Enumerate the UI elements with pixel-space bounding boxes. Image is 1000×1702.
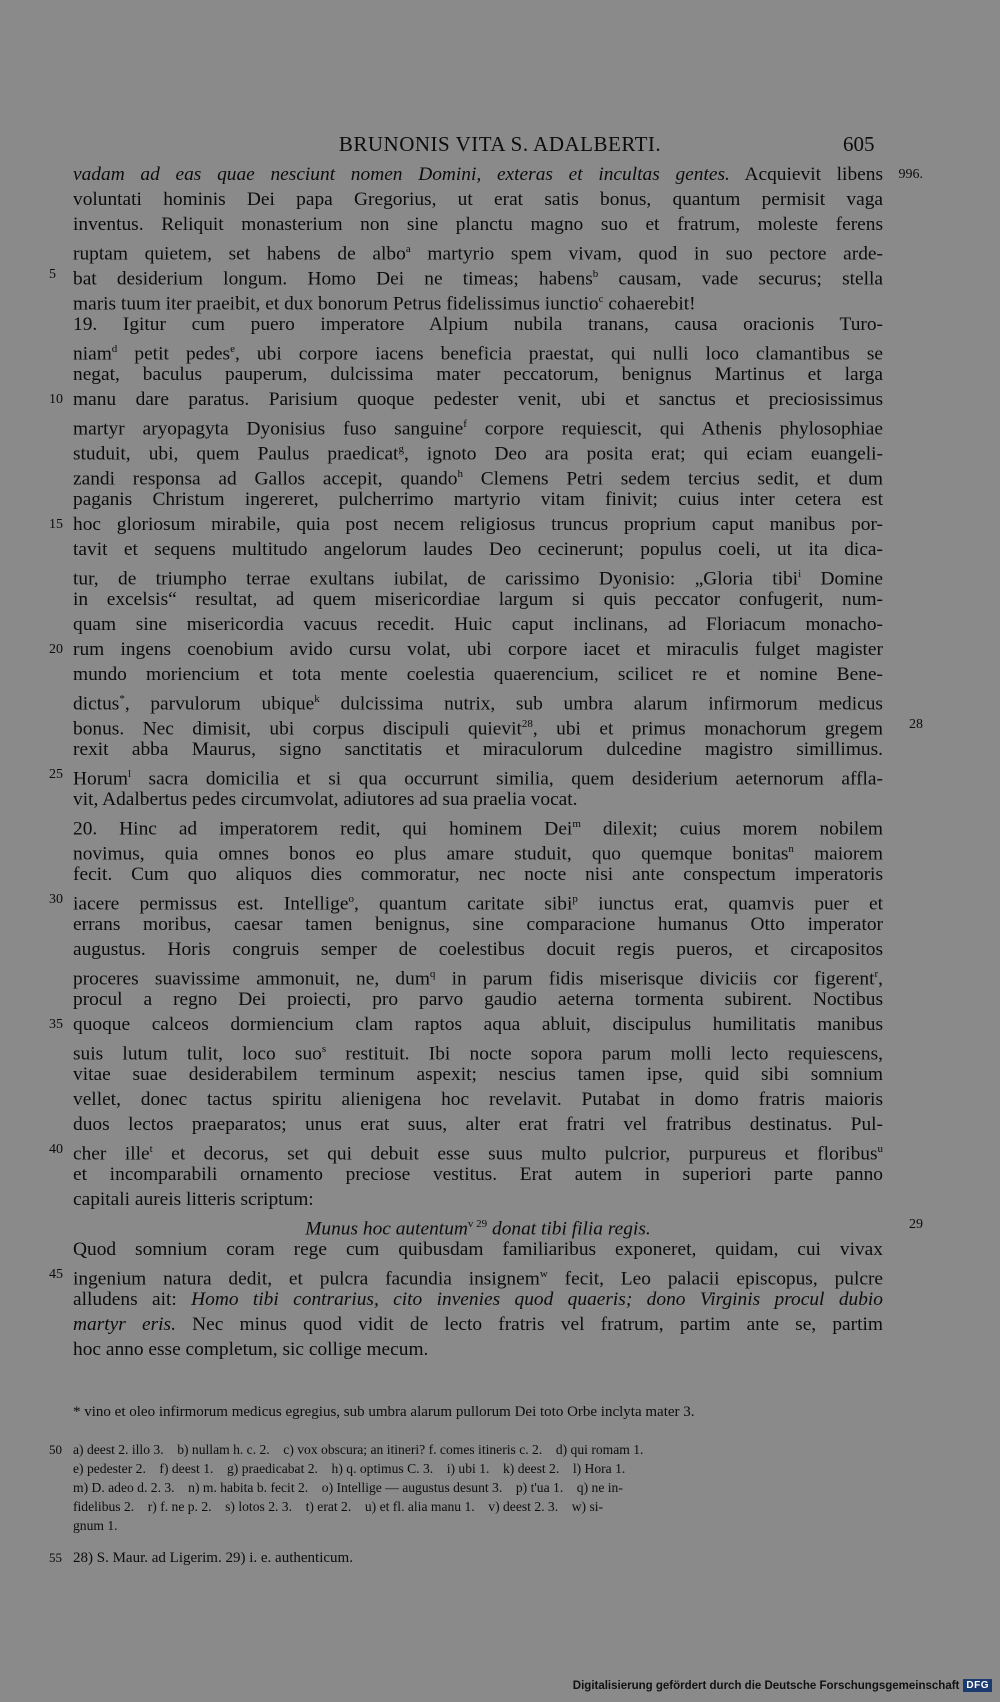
text-line [49, 387, 883, 412]
text-line [73, 1187, 883, 1212]
line-number: 40 [49, 1142, 63, 1157]
text-segment: martyrio spem vivam, quod in suo pectore arde- [410, 243, 883, 265]
text-segment: Horum [73, 768, 128, 790]
text-line [73, 462, 883, 490]
margin-note: 996. [898, 167, 923, 182]
apparatus-line [73, 1497, 893, 1516]
margin-note: 29 [909, 1217, 923, 1232]
footnote-marker: o [348, 893, 354, 905]
text-line [73, 837, 883, 865]
text-segment: errans moribus, caesar tamen benignus, sine comparacione humanus Otto imperator [73, 914, 883, 935]
footnote-marker: r [874, 968, 879, 980]
text-line [73, 712, 923, 740]
text-segment: alludens ait: [73, 1289, 192, 1310]
text-line [73, 587, 883, 612]
critical-apparatus [49, 1440, 893, 1535]
footnote-marker: k [314, 693, 320, 705]
text-segment: donat tibi filia regis. [487, 1218, 651, 1240]
text-segment: sacra domicilia et si qua occurrunt similia, quem desiderium aeternorum affla- [131, 768, 883, 790]
footnote-marker: t [149, 1143, 153, 1155]
text-segment: mundo moriencium et tota mente coelestia quaerencium, scilicet re et nomine Bene- [73, 664, 883, 685]
text-segment: , ignoto Deo ara posita erat; qui eciam euangeli- [403, 443, 883, 465]
text-segment: iunctus erat, quamvis puer et [577, 893, 883, 915]
text-segment: Clemens Petri sedem tercius sedit, et dum [462, 468, 883, 490]
apparatus-text: gnum 1. [73, 1518, 118, 1533]
footnote-marker: l [127, 768, 131, 780]
line-number: 45 [49, 1267, 63, 1282]
text-line [73, 812, 883, 840]
text-segment: iacere permissus est. Intellige [73, 893, 349, 915]
text-line [73, 487, 883, 512]
apparatus-line [73, 1478, 893, 1497]
text-segment: vadam ad eas quae nesciunt nomen Domini, exteras et incultas gentes. [73, 164, 730, 185]
text-segment: Nec minus quod vidit de lecto fratris vel fratrum, partim ante se, partim [175, 1314, 883, 1335]
text-line [73, 1062, 883, 1087]
text-segment: , quantum caritate sibi [353, 893, 573, 915]
text-line [73, 287, 883, 315]
text-segment: Domine [801, 568, 883, 590]
footnote-marker: b [592, 268, 599, 280]
text-segment: zandi responsa ad Gallos accepit, quando [73, 468, 458, 490]
page-number: 605 [843, 132, 875, 156]
text-segment: ruptam quietem, set habens de albo [73, 243, 406, 265]
text-segment: Quod somnium coram rege cum quibusdam familiaribus exponeret, quidam, cui vivax [73, 1239, 883, 1260]
text-segment: Munus hoc autentum [305, 1218, 468, 1240]
line-number: 55 [49, 1550, 62, 1565]
text-segment: negat, baculus pauperum, dulcissima mater peccatorum, benignus Martinus et larga [73, 364, 883, 385]
text-segment: dulcissima nutrix, sub umbra alarum infirmorum medicus [319, 693, 883, 715]
text-line [73, 612, 883, 637]
apparatus-text: a) deest 2. illo 3. b) nullam h. c. 2. c) vox obscura; an itineri? f. comes itineris c. 2. d) qui romam 1. [73, 1442, 644, 1457]
text-segment: , ubi et primus monachorum gregem [532, 718, 883, 740]
text-segment: et decorus, set qui debuit esse suus multo pulcrior, purpureus et floribus [152, 1143, 878, 1165]
text-line [49, 512, 883, 537]
text-line [49, 762, 883, 790]
text-line [73, 987, 883, 1012]
text-segment: dictus [73, 693, 120, 715]
text-line [73, 437, 883, 465]
text-segment: vitae suae desiderabilem terminum aspexit; nescius tamen ipse, quid sibi somnium [73, 1064, 883, 1085]
text-line [49, 1012, 883, 1037]
text-line [73, 687, 883, 715]
apparatus-text: e) pedester 2. f) deest 1. g) praedicabat 2. h) q. optimus C. 3. i) ubi 1. k) deest 2. l) Hora 1. [73, 1461, 626, 1476]
footnote-marker: * [119, 693, 125, 705]
text-segment: inventus. Reliquit monasterium non sine planctu magno suo et fratrum, moleste ferens [73, 214, 883, 235]
footnote-marker: p [572, 893, 578, 905]
text-line [73, 862, 883, 887]
text-segment: restituit. Ibi nocte sopora parum molli lecto requiescens, [326, 1043, 883, 1065]
text-segment: 20. Hinc ad imperatorem redit, qui hominem Dei [73, 818, 573, 840]
apparatus-text: m) D. adeo d. 2. 3. n) m. habita b. fecit 2. o) Intellige — augustus desunt 3. p) t'ua 1. q) ne in- [73, 1480, 623, 1495]
text-line [73, 362, 883, 387]
line-number: 30 [49, 892, 63, 907]
footnote-marker: a [405, 243, 411, 255]
text-line [73, 1287, 883, 1312]
text-segment: quam sine misericordia vacuus recedit. Huic caput inclinans, ad Floriacum monacho- [73, 614, 883, 635]
apparatus-line [73, 1516, 893, 1535]
text-line [73, 1237, 883, 1262]
text-segment: fecit, Leo palacii episcopus, pulcre [547, 1268, 884, 1290]
text-segment: Acquievit libens [729, 164, 883, 185]
text-line [49, 262, 883, 290]
footnote-marker: g [398, 443, 404, 455]
footnote-marker: s [321, 1043, 327, 1055]
text-segment: in excelsis“ resultat, ad quem misericordiae largum si quis peccator confugerit, num- [73, 589, 883, 610]
text-segment: causam, vade securus; stella [598, 268, 883, 290]
text-segment: hoc anno esse completum, sic collige mecum. [73, 1339, 429, 1360]
text-segment: duos lectos praeparatos; unus erat suus, alter erat fratri vel fratribus destinatus. Pul- [73, 1114, 883, 1135]
text-line [73, 1212, 923, 1240]
text-segment: martyr aryopagyta Dyonisius fuso sanguine [73, 418, 464, 440]
footnote-marker: q [429, 968, 436, 980]
footnote-marker: m [572, 818, 581, 830]
funding-text: Digitalisierung gefördert durch die Deutsche Forschungsgemeinschaft [572, 1679, 960, 1692]
text-segment: rum ingens coenobium avido cursu volat, ubi corpore iacet et miraculis fulget magister [73, 639, 883, 660]
dfg-logo: DFG [963, 1679, 992, 1692]
text-line [73, 937, 883, 962]
text-segment: , [878, 968, 883, 990]
text-segment: et incomparabili ornamento preciose vestitus. Erat autem in superiori parte panno [73, 1164, 883, 1185]
line-number: 25 [49, 767, 63, 782]
footnote-marker: v 29 [467, 1218, 488, 1230]
text-line [73, 212, 883, 237]
text-line [73, 162, 923, 187]
text-segment: dilexit; cuius morem nobilem [580, 818, 883, 840]
text-segment: procul a regno Dei proiecti, pro parvo gaudio aeterna tormenta subirent. Noctibus [73, 989, 883, 1010]
running-title: BRUNONIS VITA S. ADALBERTI. [338, 132, 662, 156]
footnote-marker: i [798, 568, 802, 580]
text-line [73, 412, 883, 440]
line-number: 35 [49, 1017, 63, 1032]
text-line [73, 237, 883, 265]
text-line [49, 637, 883, 662]
text-segment: novimus, quia omnes bonos eo plus amare studuit, quo quemque bonitas [73, 843, 789, 865]
text-line [73, 187, 883, 212]
text-line [73, 1337, 883, 1362]
margin-note: 28 [909, 717, 923, 732]
footnote-marker: d [111, 343, 118, 355]
text-segment: suis lutum tulit, loco suo [73, 1043, 322, 1065]
text-segment: martyr eris. [73, 1314, 176, 1335]
text-segment: manu dare paratus. Parisium quoque pedester venit, ubi et sanctus et preciosissimus [73, 389, 883, 410]
text-segment: cher ille [73, 1143, 150, 1165]
text-segment: vellet, donec tactus spiritu alienigena hoc revelavit. Putabat in domo fratris maioris [73, 1089, 883, 1110]
text-line [73, 1162, 883, 1187]
line-number: 15 [49, 517, 63, 532]
text-line [73, 337, 883, 365]
text-segment: cohaerebit! [603, 293, 696, 315]
text-line [73, 562, 883, 590]
footnote-marker: e [230, 343, 235, 355]
footnote-marker: 28 [521, 718, 533, 730]
text-line [49, 887, 883, 915]
text-segment: augustus. Horis congruis semper de coelestibus docuit regis pueros, et circapositos [73, 939, 883, 960]
text-segment: quoque calceos dormiencium clam raptos aqua abluit, discipulus humilitatis manibus [73, 1014, 883, 1035]
text-segment: bonus. Nec dimisit, ubi corpus discipuli quievit [73, 718, 522, 740]
line-number: 50 [49, 1442, 62, 1457]
text-segment: tavit et sequens multitudo angelorum laudes Deo cecinerunt; populus coeli, ut ita dica- [73, 539, 883, 560]
text-segment: fecit. Cum quo aliquos dies commoratur, nec nocte nisi ante conspectum imperatoris [73, 864, 883, 885]
apparatus-line [73, 1459, 893, 1478]
main-text [49, 162, 923, 1362]
text-segment: capitali aureis litteris scriptum: [73, 1189, 314, 1210]
text-segment: , ubi corpore iacens beneficia praestat, qui nulli loco clamantibus se [234, 343, 883, 365]
text-line [73, 1312, 883, 1337]
text-segment: ingenium natura dedit, et pulcra facundia insignem [73, 1268, 540, 1290]
text-line [73, 537, 883, 562]
text-segment: petit pedes [117, 343, 231, 365]
text-segment: studuit, ubi, quem Paulus praedicat [73, 443, 399, 465]
text-line [49, 1137, 884, 1165]
text-segment: in parum fidis miserisque diviciis cor figerent [435, 968, 875, 990]
footnote-marker: c [598, 293, 604, 305]
text-segment: voluntati hominis Dei papa Gregorius, ut erat satis bonus, quantum permisit vaga [73, 189, 883, 210]
text-segment: hoc gloriosum mirabile, quia post necem religiosus truncus proprium caput manibus por- [73, 514, 883, 535]
text-segment: 19. Igitur cum puero imperatore Alpium nubila tranans, causa oracionis Turo- [73, 314, 883, 335]
funding-footer [573, 1679, 992, 1692]
line-number: 20 [49, 642, 63, 657]
apparatus-line [49, 1440, 893, 1459]
text-segment: niam [73, 343, 112, 365]
footnote-star: * vino et oleo infirmorum medicus egregius, sub umbra alarum pullorum Dei toto Orbe inclyta mater 3. [73, 1404, 695, 1420]
text-line [49, 1262, 884, 1290]
text-segment: rexit abba Maurus, signo sanctitatis et miraculorum dulcedine magistro simillimus. [73, 739, 883, 760]
line-number: 5 [49, 267, 56, 282]
footnote-marker: h [457, 468, 463, 480]
text-line [73, 737, 883, 762]
text-line [73, 787, 883, 812]
text-segment: , parvulorum ubique [124, 693, 315, 715]
text-line [73, 1087, 883, 1112]
text-segment: maiorem [793, 843, 883, 865]
apparatus-text: fidelibus 2. r) f. ne p. 2. s) lotos 2. 3. t) erat 2. u) et fl. alia manu 1. v) deest 2. 3. w) si- [73, 1499, 604, 1514]
text-segment: maris tuum iter praeibit, et dux bonorum Petrus fidelissimus iunctio [73, 293, 599, 315]
text-line [73, 1037, 883, 1065]
text-line [73, 662, 883, 687]
source-notes-text: 28) S. Maur. ad Ligerim. 29) i. e. authenticum. [73, 1550, 353, 1566]
footnote-marker: w [539, 1268, 548, 1280]
text-line [73, 312, 883, 337]
line-number: 10 [49, 392, 63, 407]
footnote-marker: n [788, 843, 794, 855]
text-segment: tur, de triumpho terrae exultans iubilat, de carissimo Dyonisio: „Gloria tibi [73, 568, 799, 590]
text-line [73, 912, 883, 937]
source-notes [49, 1548, 353, 1568]
footnote-marker: u [877, 1143, 884, 1155]
text-segment: proceres suavissime ammonuit, ne, dum [73, 968, 430, 990]
text-line [73, 1112, 883, 1137]
text-segment: paganis Christum ingereret, pulcherrimo martyrio vitam finivit; cuius inter cetera est [73, 489, 883, 510]
text-segment: vit, Adalbertus pedes circumvolat, adiutores ad sua praelia vocat. [73, 789, 578, 810]
footnote-marker: f [463, 418, 467, 430]
text-segment: bat desiderium longum. Homo Dei ne timeas; habens [73, 268, 593, 290]
text-segment: Homo tibi contrarius, cito invenies quod quaeris; dono Virginis procul dubio [191, 1289, 883, 1310]
text-segment: corpore requiescit, qui Athenis phylosophiae [466, 418, 883, 440]
text-line [73, 962, 883, 990]
